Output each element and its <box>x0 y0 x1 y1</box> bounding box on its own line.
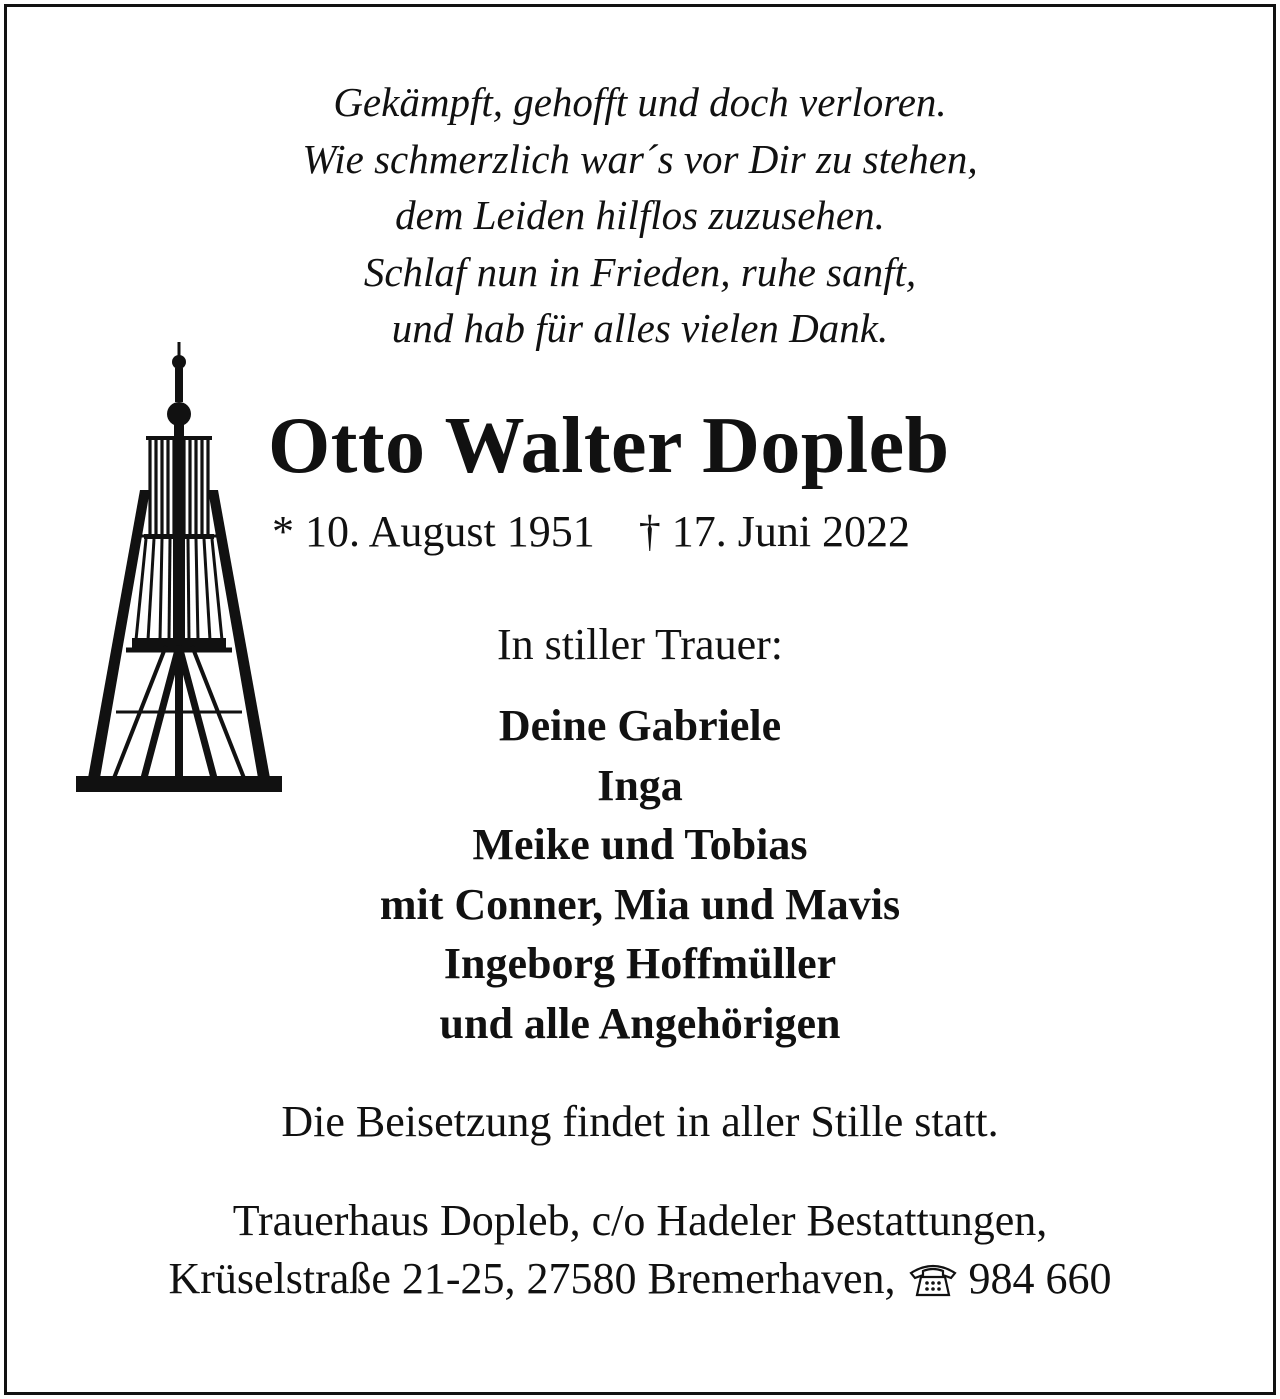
poem-line: dem Leiden hilflos zuzusehen. <box>395 192 885 238</box>
phone-number: 984 660 <box>968 1254 1112 1303</box>
mourner-name: Meike und Tobias <box>472 820 808 870</box>
address-line <box>0 1250 1280 1308</box>
mourning-intro: In stiller Trauer: <box>497 620 783 669</box>
life-dates <box>272 504 910 560</box>
telephone-icon <box>907 1261 959 1297</box>
poem <box>0 74 1280 357</box>
poem-line: Wie schmerzlich war´s vor Dir zu stehen, <box>302 135 978 182</box>
mourner-name: und alle Angehörigen <box>439 998 841 1048</box>
mourner-name: Deine Gabriele <box>498 701 782 750</box>
birth-date: * 10. August 1951 <box>272 507 595 556</box>
street-city: Krüselstraße 21-25, 27580 Bremerhaven, <box>168 1254 896 1303</box>
contact-address <box>0 1192 1280 1308</box>
poem-line: Schlaf nun in Frieden, ruhe sanft, <box>363 248 917 295</box>
deceased-name: Otto Walter Dopleb <box>268 402 950 490</box>
mourner-name: mit Conner, Mia und Mavis <box>379 879 901 929</box>
poem-line: und hab für alles vielen Dank. <box>391 305 889 351</box>
burial-note: Die Beisetzung findet in aller Stille statt. <box>281 1097 999 1146</box>
mourner-name: Ingeborg Hoffmüller <box>443 939 837 989</box>
mourner-list <box>0 696 1280 1054</box>
poem-line: Gekämpft, gehofft und doch verloren. <box>333 79 947 125</box>
address-line: Trauerhaus Dopleb, c/o Hadeler Bestattungen, <box>232 1196 1048 1245</box>
death-date: † 17. Juni 2022 <box>638 507 911 556</box>
mourner-name: Inga <box>597 760 683 810</box>
